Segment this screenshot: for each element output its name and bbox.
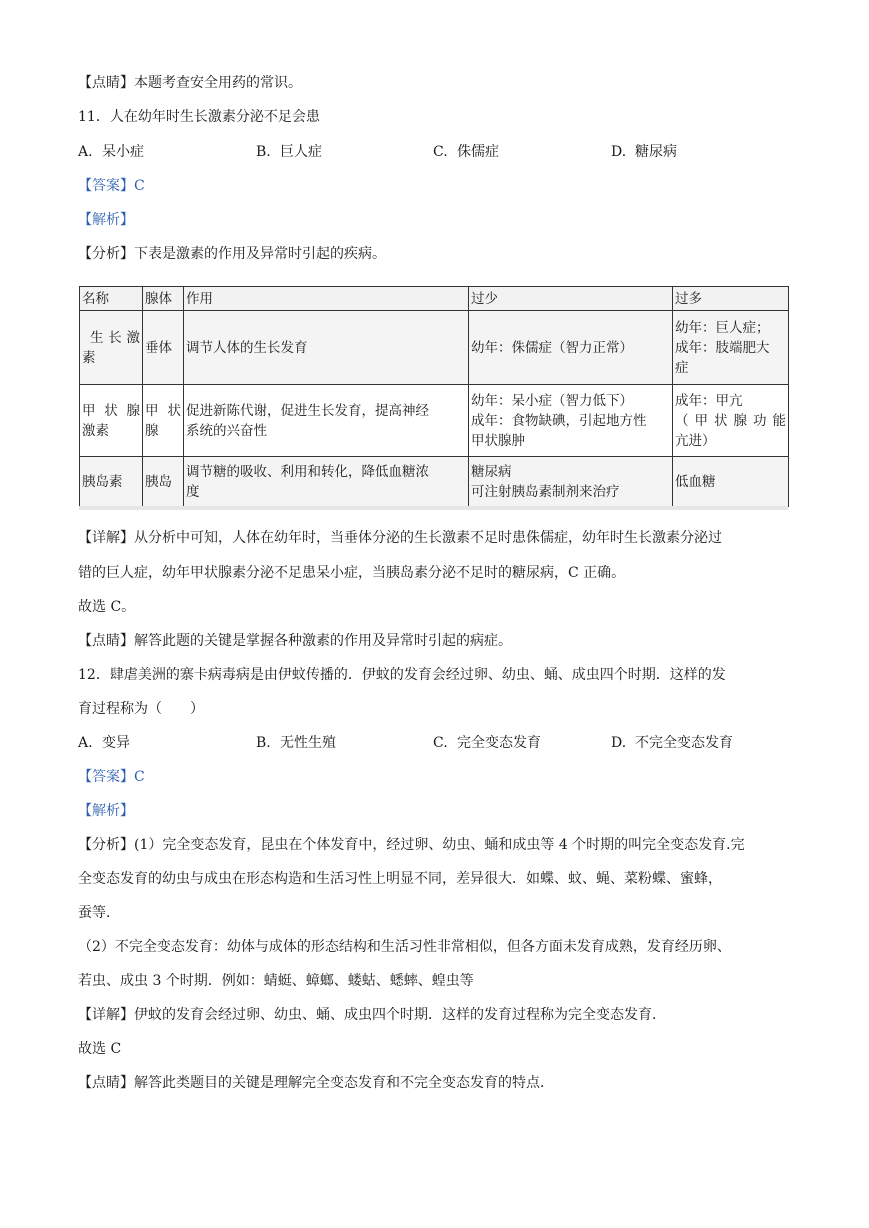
table-row — [80, 457, 789, 507]
q12-analysis-line-2: 全变态发育的幼虫与成虫在形态构造和生活习性上明显不同，差异很大．如蝶、蚊、蝇、菜粉蝶、蜜蜂， — [78, 871, 722, 887]
table-cell-less: 幼年：侏儒症（智力正常） — [469, 311, 673, 385]
table-cell-effect: 调节糖的吸收、利用和转化，降低血糖浓 度 — [184, 457, 469, 507]
q11-stem: 11．人在幼年时生长激素分泌不足会患 — [78, 109, 320, 125]
q12-option-b[interactable]: B. 无性生殖 — [256, 735, 336, 751]
table-cell-name: 胰岛素 — [80, 457, 143, 507]
table-cell-more: 成年：甲亢 （甲状腺功能 亢进） — [673, 385, 789, 457]
table-header-cell: 腺体 — [143, 287, 184, 311]
q11-conclusion: 故选 C。 — [78, 599, 136, 615]
table-cell-gland: 垂体 — [143, 311, 184, 385]
q11-options — [78, 142, 778, 162]
table-row — [80, 311, 789, 385]
table-cell-name: 甲状腺 激素 — [80, 385, 143, 457]
table-header-row — [80, 287, 789, 311]
q11-answer: 【答案】C — [78, 178, 145, 194]
q11-analysis-label: 【解析】 — [78, 212, 134, 228]
q11-point-note: 【点睛】解答此题的关键是掌握各种激素的作用及异常时引起的病症。 — [78, 633, 512, 649]
q12-analysis-label: 【解析】 — [78, 803, 134, 819]
q11-option-c[interactable]: C. 侏儒症 — [433, 144, 499, 160]
q12-stem-line-2: 育过程称为（ ） — [78, 701, 204, 717]
table-header-cell: 过少 — [469, 287, 673, 311]
table-cell-effect: 促进新陈代谢，促进生长发育，提高神经 系统的兴奋性 — [184, 385, 469, 457]
table-cell-gland: 胰岛 — [143, 457, 184, 507]
q11-option-b[interactable]: B. 巨人症 — [256, 144, 322, 160]
table-row — [80, 385, 789, 457]
table-shadow — [79, 506, 788, 510]
q11-option-a[interactable]: A. 呆小症 — [78, 144, 144, 160]
table-cell-more: 低血糖 — [673, 457, 789, 507]
q12-stem-line-1: 12．肆虐美洲的寨卡病毒病是由伊蚊传播的．伊蚊的发育会经过卵、幼虫、蛹、成虫四个时期．这样的发 — [78, 667, 726, 683]
q11-detail-line-2: 错的巨人症，幼年甲状腺素分泌不足患呆小症，当胰岛素分泌不足时的糖尿病，C 正确。 — [78, 565, 626, 581]
q10-point-note: 【点睛】本题考查安全用药的常识。 — [78, 75, 302, 91]
q12-options — [78, 733, 778, 753]
hormone-table — [79, 286, 789, 507]
table-cell-effect: 调节人体的生长发育 — [184, 311, 469, 385]
q12-option-c[interactable]: C. 完全变态发育 — [433, 735, 541, 751]
q12-analysis-line-1: 【分析】(1）完全变态发育，昆虫在个体发育中，经过卵、幼虫、蛹和成虫等 4 个时期的叫完全变态发育.完 — [78, 837, 745, 853]
q12-point-note: 【点睛】解答此类题目的关键是理解完全变态发育和不完全变态发育的特点． — [78, 1075, 554, 1091]
table-cell-name: 生长激 素 — [80, 311, 143, 385]
q11-option-d[interactable]: D. 糖尿病 — [611, 144, 677, 160]
table-header-cell: 过多 — [673, 287, 789, 311]
table-cell-less: 糖尿病 可注射胰岛素制剂来治疗 — [469, 457, 673, 507]
q12-detail: 【详解】伊蚊的发育会经过卵、幼虫、蛹、成虫四个时期．这样的发育过程称为完全变态发育． — [78, 1007, 666, 1023]
q12-option-a[interactable]: A. 变异 — [78, 735, 130, 751]
table-cell-gland: 甲状 腺 — [143, 385, 184, 457]
q12-answer: 【答案】C — [78, 769, 145, 785]
table-cell-more: 幼年：巨人症； 成年：肢端肥大 症 — [673, 311, 789, 385]
q11-detail-line-1: 【详解】从分析中可知，人体在幼年时，当垂体分泌的生长激素不足时患侏儒症，幼年时生长激素分泌过 — [78, 530, 722, 546]
q12-analysis-line-3: 蚕等． — [78, 905, 120, 921]
q12-option-d[interactable]: D. 不完全变态发育 — [611, 735, 733, 751]
table-header-cell: 名称 — [80, 287, 143, 311]
q12-analysis-line-4: （2）不完全变态发育：幼体与成体的形态结构和生活习性非常相似，但各方面未发育成熟，发育经历卵、 — [78, 939, 731, 955]
table-header-cell: 作用 — [184, 287, 469, 311]
table-cell-less: 幼年：呆小症（智力低下） 成年：食物缺碘，引起地方性 甲状腺肿 — [469, 385, 673, 457]
q12-conclusion: 故选 C — [78, 1041, 122, 1057]
q12-analysis-line-5: 若虫、成虫 3 个时期．例如：蜻蜓、蟑螂、蝼蛄、蟋蟀、蝗虫等 — [78, 973, 474, 989]
q11-analysis-intro: 【分析】下表是激素的作用及异常时引起的疾病。 — [78, 246, 386, 262]
